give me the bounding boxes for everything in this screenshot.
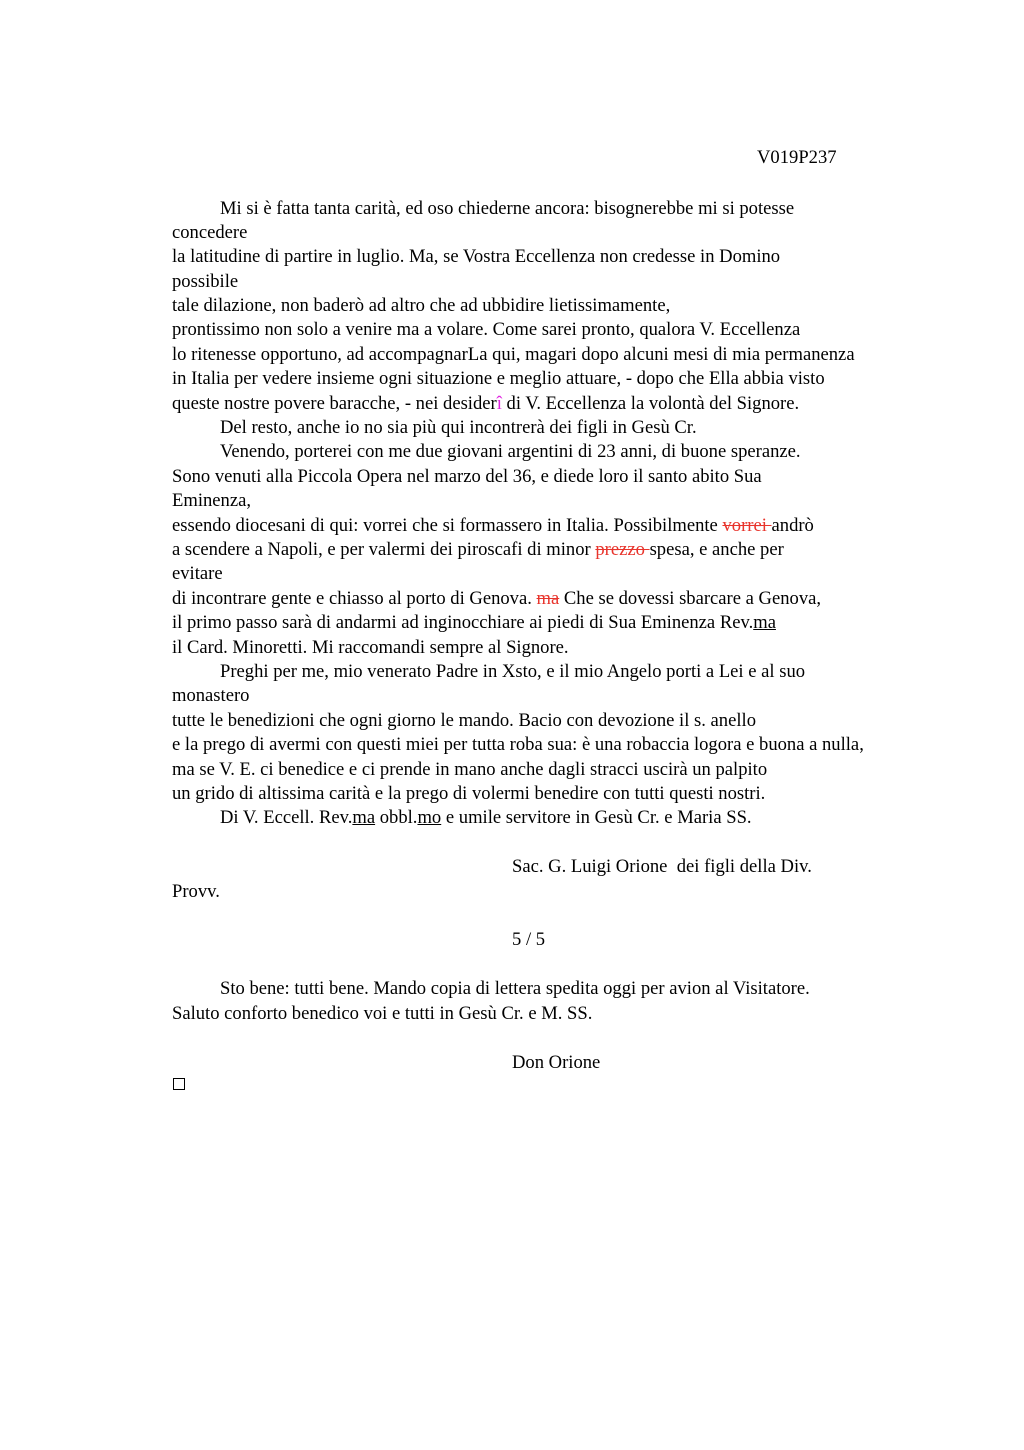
- letter-line: Venendo, porterei con me due giovani argentini di 23 anni, di buone speranze.: [220, 441, 801, 462]
- struck-text: prezzo: [595, 539, 650, 560]
- postscript-line: Sto bene: tutti bene. Mando copia di lettera spedita oggi per avion al Visitatore.: [220, 978, 810, 999]
- letter-line: la latitudine di partire in luglio. Ma, se Vostra Eccellenza non credesse in Domino: [172, 246, 781, 267]
- letter-line: evitare: [172, 563, 223, 584]
- struck-text: ma: [536, 588, 560, 609]
- text-run: e umile servitore in Gesù Cr. e Maria SS.: [441, 807, 752, 828]
- text-run: queste nostre povere baracche, - nei desider: [172, 393, 497, 414]
- letter-line: Del resto, anche io no sia più qui incontrerà dei figli in Gesù Cr.: [220, 417, 697, 438]
- letter-line: un grido di altissima carità e la prego di volermi benedire con tutti questi nostri.: [172, 783, 766, 804]
- letter-line: in Italia per vedere insieme ogni situazione e meglio attuare, - dopo che Ella abbia visto: [172, 368, 825, 389]
- letter-line: Eminenza,: [172, 490, 251, 511]
- letter-line: e la prego di avermi con questi miei per tutta roba sua: è una robaccia logora e buona a nulla,: [172, 734, 864, 755]
- superscript-abbrev: mo: [417, 807, 442, 828]
- text-run: obbl.: [375, 807, 418, 828]
- signature-continuation: Provv.: [172, 881, 220, 902]
- text-run: andrò: [771, 515, 814, 536]
- letter-line: [172, 538, 784, 562]
- text-run: a scendere a Napoli, e per valermi dei piroscafi di minor: [172, 539, 596, 560]
- letter-line: [172, 587, 821, 611]
- text-run: di incontrare gente e chiasso al porto di Genova.: [172, 588, 537, 609]
- letter-line: ma se V. E. ci benedice e ci prende in mano anche dagli stracci uscirà un palpito: [172, 759, 768, 780]
- letter-line: tale dilazione, non baderò ad altro che ad ubbidire lietissimamente,: [172, 295, 671, 316]
- letter-line: prontissimo non solo a venire ma a volare. Come sarei pronto, qualora V. Eccellenza: [172, 319, 801, 340]
- postscript-signature: Don Orione: [512, 1052, 601, 1073]
- letter-line: concedere: [172, 222, 248, 243]
- signature: Sac. G. Luigi Orione dei figli della Div.: [512, 856, 812, 877]
- text-run: spesa, e anche per: [649, 539, 784, 560]
- text-run: Di V. Eccell. Rev.: [220, 807, 353, 828]
- postscript-line: Saluto conforto benedico voi e tutti in Gesù Cr. e M. SS.: [172, 1003, 593, 1024]
- text-run: essendo diocesani di qui: vorrei che si formassero in Italia. Possibilmente: [172, 515, 723, 536]
- text-run: di V. Eccellenza la volontà del Signore.: [501, 393, 800, 414]
- letter-line: Sono venuti alla Piccola Opera nel marzo del 36, e diede loro il santo abito Sua: [172, 466, 762, 487]
- letter-line: monastero: [172, 685, 250, 706]
- letter-line: [172, 514, 814, 538]
- superscript-abbrev: ma: [352, 807, 376, 828]
- page-number: 5 / 5: [512, 929, 546, 950]
- letter-line: Preghi per me, mio venerato Padre in Xsto, e il mio Angelo porti a Lei e al suo: [220, 661, 806, 682]
- superscript-abbrev: ma: [753, 612, 776, 633]
- letter-line: possibile: [172, 271, 239, 292]
- letter-line: tutte le benedizioni che ogni giorno le mando. Bacio con devozione il s. anello: [172, 710, 756, 731]
- struck-text: vorrei: [722, 515, 772, 536]
- letter-line: Mi si è fatta tanta carità, ed oso chiederne ancora: bisognerebbe mi si potesse: [220, 198, 795, 219]
- letter-line: lo ritenesse opportuno, ad accompagnarLa qui, magari dopo alcuni mesi di mia permanenza: [172, 344, 855, 365]
- document-reference: V019P237: [757, 147, 837, 168]
- closing-line: [220, 806, 752, 830]
- letter-line: [172, 392, 799, 416]
- text-run: Che se dovessi sbarcare a Genova,: [559, 588, 822, 609]
- text-run: il primo passo sarà di andarmi ad inginocchiare ai piedi di Sua Eminenza Rev.: [172, 612, 754, 633]
- correction-mark: î: [496, 393, 502, 414]
- letter-line: il Card. Minoretti. Mi raccomandi sempre al Signore.: [172, 637, 569, 658]
- empty-box-glyph: [173, 1078, 185, 1090]
- letter-line: [172, 611, 776, 635]
